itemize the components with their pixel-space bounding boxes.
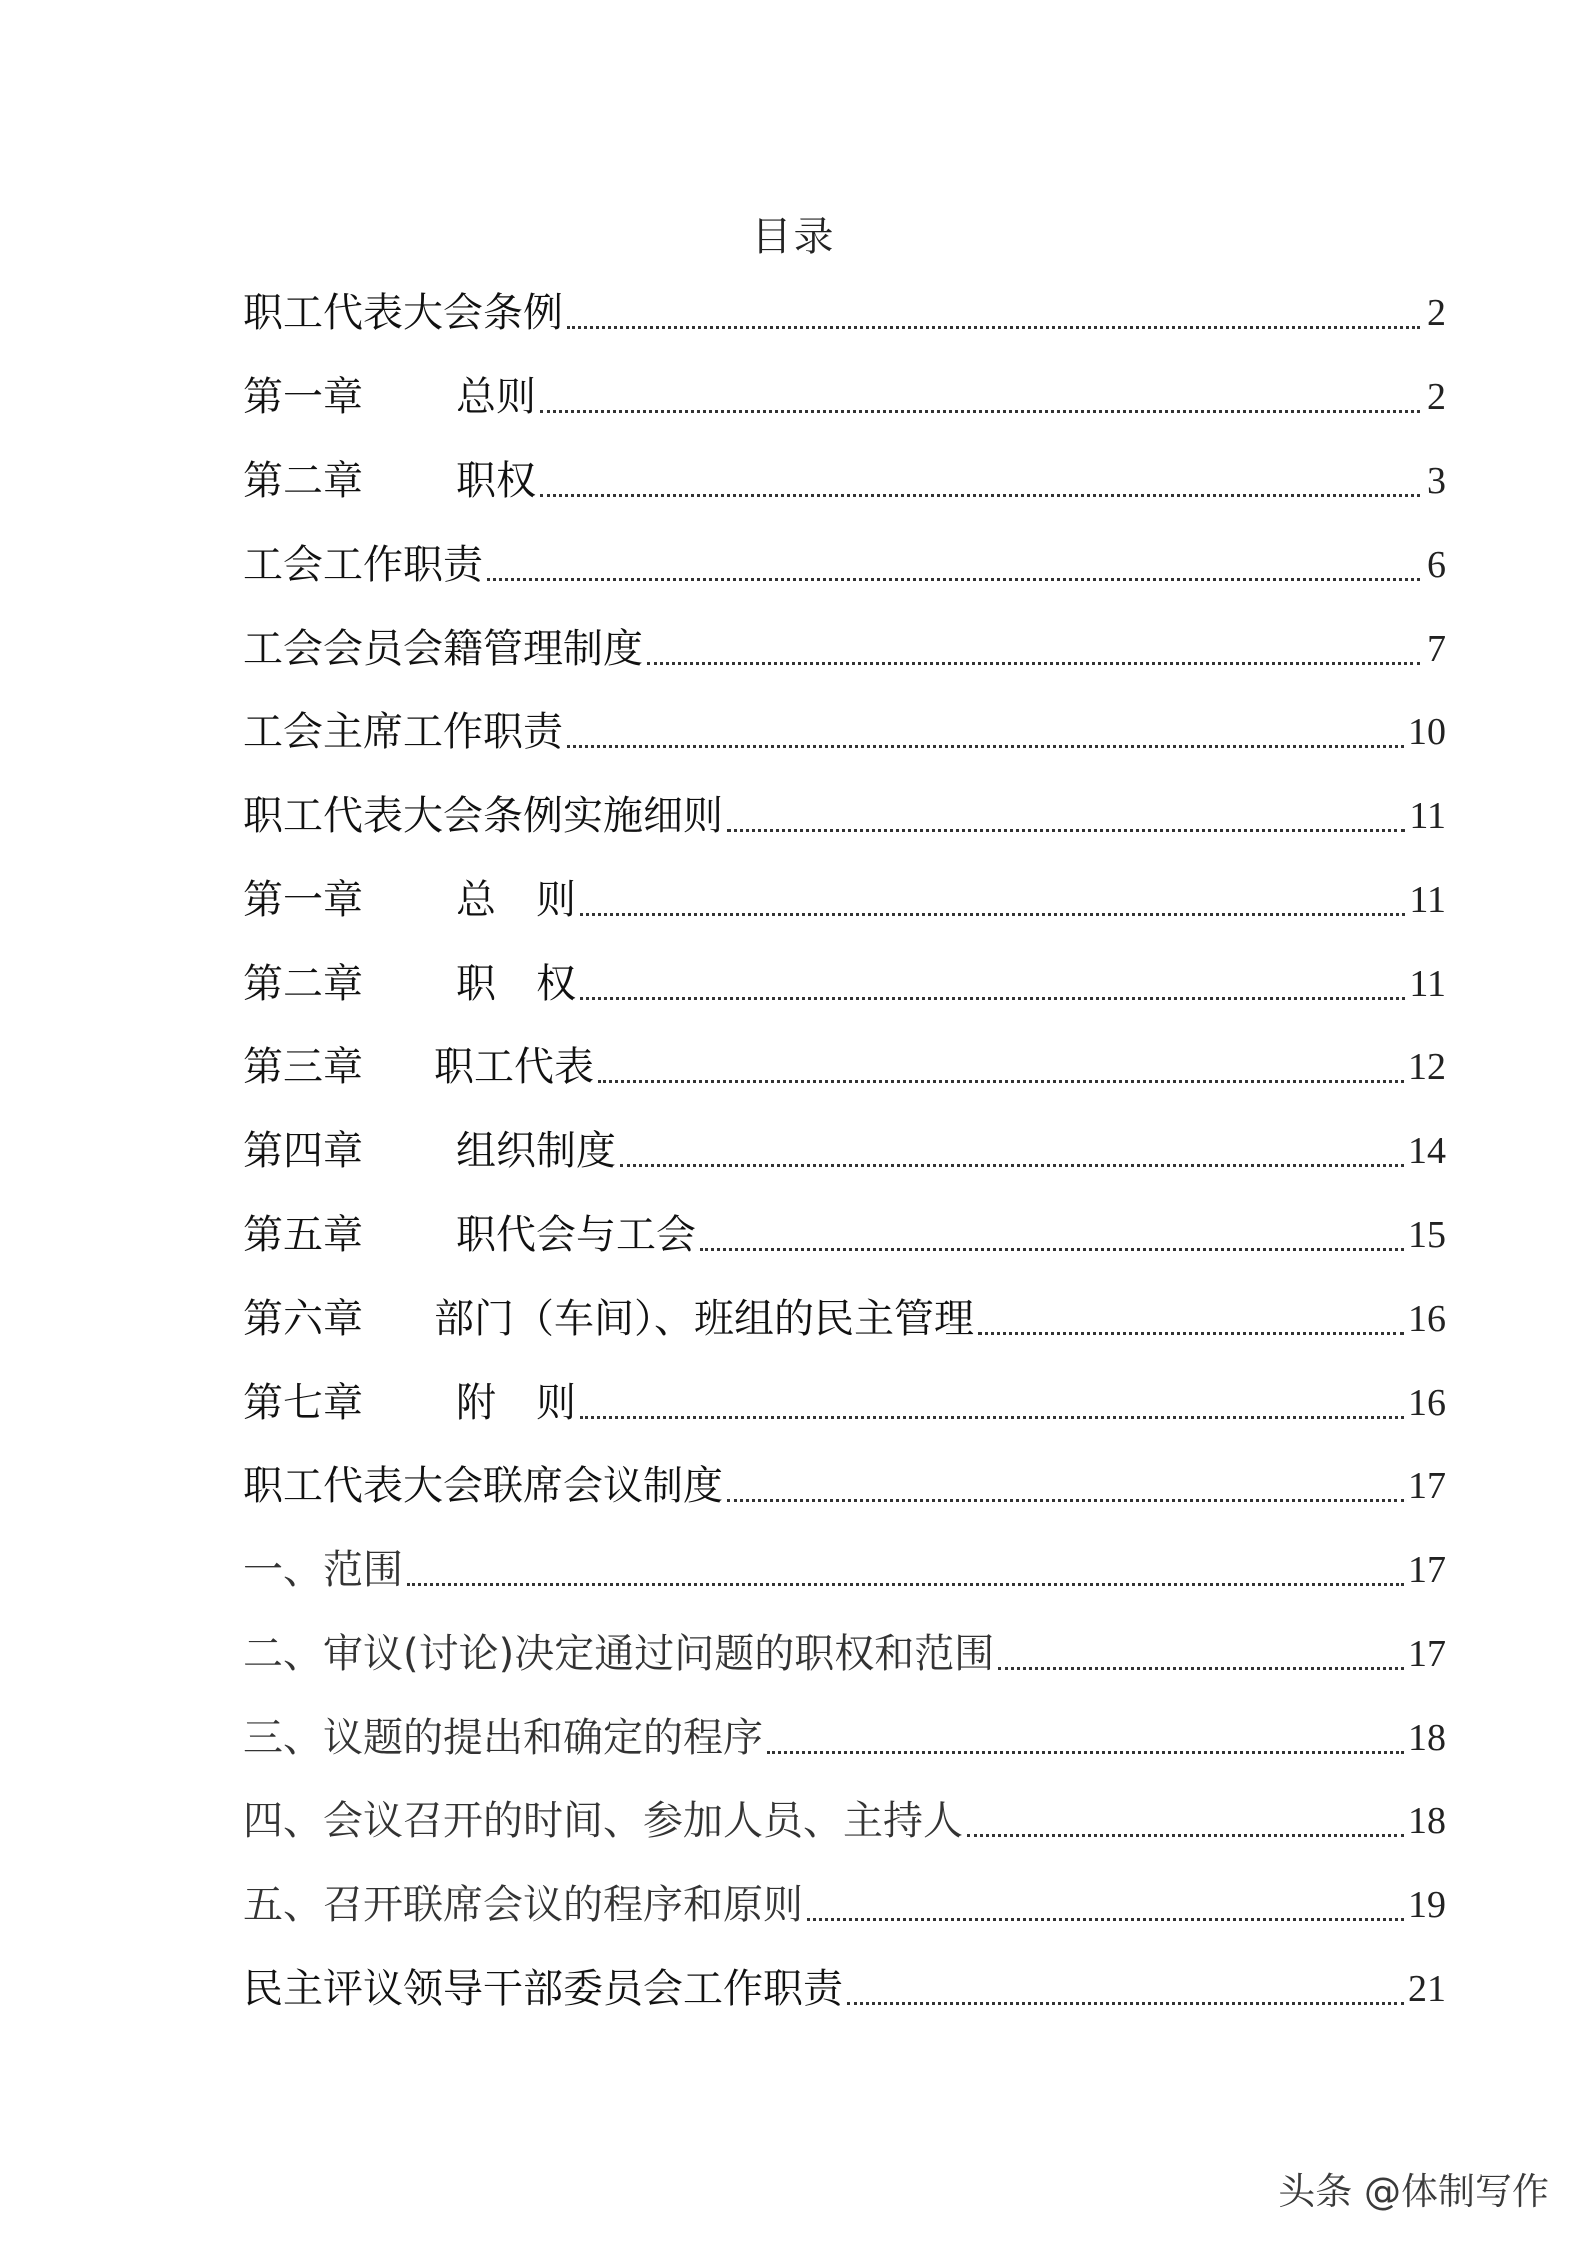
chapter-name: 职 权 [456,961,576,1007]
toc-entry-label: 四、会议召开的时间、参加人员、主持人 [243,1798,963,1844]
toc-page-number: 19 [1408,1884,1446,1926]
toc-entry[interactable] [243,704,1446,760]
toc-page-number: 7 [1427,628,1446,670]
toc-page-number: 17 [1408,1465,1446,1507]
toc-entry-label: 职工代表大会联席会议制度 [243,1463,723,1509]
toc-entry[interactable] [243,1626,1446,1682]
toc-entry-label: 五、召开联席会议的程序和原则 [243,1882,803,1928]
toc-entry-label: 职工代表大会条例实施细则 [243,793,723,839]
chapter-name: 附 则 [456,1380,576,1426]
toc-page-number: 14 [1408,1130,1446,1172]
toc-entry[interactable] [243,453,1446,509]
toc-page-number: 2 [1427,292,1446,334]
toc-page-number: 17 [1408,1549,1446,1591]
toc-entry-label: 三、议题的提出和确定的程序 [243,1715,763,1761]
toc-entry[interactable] [243,788,1446,844]
dot-leader [598,1080,1404,1083]
toc-entry-label [243,369,536,425]
toc-entry-label: 职工代表大会条例 [243,290,563,336]
chapter-number: 第一章 [243,374,363,420]
dot-leader [567,745,1404,748]
toc-page-number: 11 [1409,795,1446,837]
toc-entry-label: 工会主席工作职责 [243,709,563,755]
toc-page-number: 16 [1408,1382,1446,1424]
dot-leader [567,326,1420,329]
chapter-number: 第三章 [243,1044,363,1090]
chapter-number: 第二章 [243,458,363,504]
toc-page-number: 6 [1427,544,1446,586]
toc-entry-label: 民主评议领导干部委员会工作职责 [243,1966,843,2012]
dot-leader [407,1583,1404,1586]
toc-entry[interactable] [243,1877,1446,1933]
toc-entry[interactable] [243,1458,1446,1514]
toc-entry-label [243,1207,696,1263]
chapter-number: 第五章 [243,1212,363,1258]
toc-entry-label [243,872,576,928]
chapter-name: 职权 [456,458,536,504]
dot-leader [847,2002,1404,2005]
toc-entry-label: 二、审议(讨论)决定通过问题的职权和范围 [243,1631,995,1677]
dot-leader [807,1918,1404,1921]
chapter-number: 第六章 [243,1296,363,1342]
toc-entry-label [243,1039,594,1095]
toc-page-number: 21 [1408,1968,1446,2010]
watermark [1278,2161,1549,2215]
toc-page-number: 17 [1408,1633,1446,1675]
dot-leader [700,1248,1404,1251]
toc-entry[interactable] [243,537,1446,593]
dot-leader [620,1164,1404,1167]
toc-title: 目录 [751,214,836,260]
dot-leader [727,1499,1404,1502]
toc-page-number: 2 [1427,376,1446,418]
toc-page-number: 11 [1409,963,1446,1005]
dot-leader [580,997,1405,1000]
dot-leader [767,1751,1404,1754]
toc-entry-label [243,1375,576,1431]
dot-leader [998,1667,1404,1670]
toc-entry[interactable] [243,285,1446,341]
chapter-name: 职工代表 [434,1044,594,1090]
toc-page-number: 18 [1408,1717,1446,1759]
toc-entry-label [243,956,576,1012]
chapter-name: 部门（车间）、班组的民主管理 [434,1296,974,1342]
toc-page-number: 11 [1409,879,1446,921]
toc-page-number: 3 [1427,460,1446,502]
toc-entry[interactable] [243,1375,1446,1431]
toc-entry[interactable] [243,1961,1446,2017]
toc-page-number: 16 [1408,1298,1446,1340]
toc-entry[interactable] [243,872,1446,928]
chapter-number: 第七章 [243,1380,363,1426]
chapter-number: 第四章 [243,1128,363,1174]
toc-entry[interactable] [243,1710,1446,1766]
toc-page-number: 15 [1408,1214,1446,1256]
dot-leader [540,494,1420,497]
watermark-text: 头条 @体制写作 [1278,2170,1549,2213]
chapter-number: 第二章 [243,961,363,1007]
toc-entry[interactable] [243,1207,1446,1263]
toc-entry-label: 一、范围 [243,1547,403,1593]
toc-entry[interactable] [243,1291,1446,1347]
toc-entry[interactable] [243,1793,1446,1849]
dot-leader [540,410,1420,413]
toc-entry-label [243,453,536,509]
dot-leader [727,829,1405,832]
toc-entry[interactable] [243,1123,1446,1179]
chapter-name: 总 则 [456,877,576,923]
chapter-name: 总则 [456,374,536,420]
dot-leader [487,578,1420,581]
chapter-name: 职代会与工会 [456,1212,696,1258]
chapter-name: 组织制度 [456,1128,616,1174]
toc-entry[interactable] [243,621,1446,677]
dot-leader [967,1834,1404,1837]
dot-leader [647,662,1420,665]
chapter-number: 第一章 [243,877,363,923]
toc-page-number: 10 [1408,711,1446,753]
toc-page-number: 12 [1408,1046,1446,1088]
dot-leader [580,1416,1404,1419]
toc-entry[interactable] [243,956,1446,1012]
dot-leader [978,1332,1404,1335]
toc-entry[interactable] [243,369,1446,425]
toc-entry[interactable] [243,1542,1446,1598]
toc-entry-label: 工会会员会籍管理制度 [243,626,643,672]
toc-entry[interactable] [243,1039,1446,1095]
toc-entry-label [243,1291,974,1347]
toc-entry-label: 工会工作职责 [243,542,483,588]
dot-leader [580,913,1405,916]
toc-entry-label [243,1123,616,1179]
toc-page-number: 18 [1408,1800,1446,1842]
